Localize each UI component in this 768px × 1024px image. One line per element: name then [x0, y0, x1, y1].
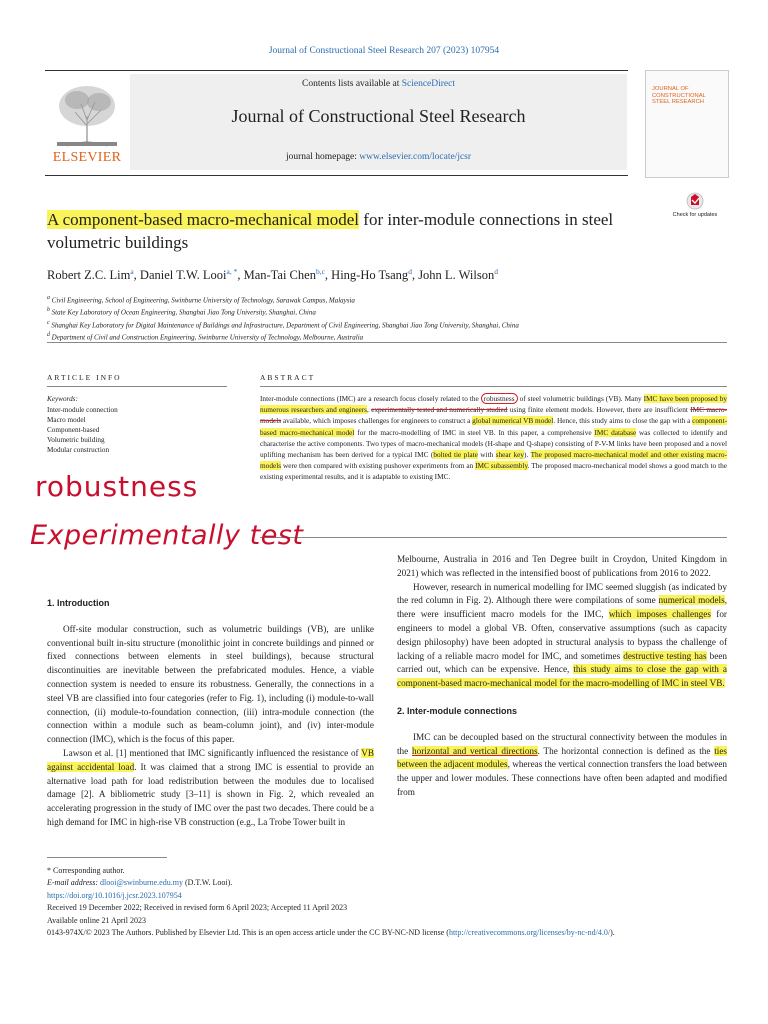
journal-homepage	[130, 152, 627, 162]
highlight: IMC database	[594, 427, 637, 437]
author-name[interactable]: Daniel T.W. Looi	[139, 268, 227, 283]
abstract-heading: ABSTRACT	[260, 373, 316, 382]
paragraph: IMC can be decoupled based on the structural connectivity between the modules in the horizontal and vertical directions. The horizontal connection is defined as the ties between the adjacent modules, whereas the vertical connection transfers the load between the upper and lower modules. These connections have often been adapted and modified from	[397, 731, 727, 797]
keyword: Macro model	[47, 416, 86, 424]
corresponding-author: * Corresponding author.	[47, 866, 125, 875]
handwritten-note: robustness	[35, 470, 199, 503]
check-updates-label[interactable]: Check for updates	[672, 212, 718, 218]
journal-title: Journal of Constructional Steel Research	[231, 106, 526, 126]
section-heading-inter-module: 2. Inter-module connections	[397, 705, 518, 716]
doi-link[interactable]: https://doi.org/10.1016/j.jcsr.2023.107954	[47, 890, 182, 900]
highlight: which imposes challenges	[608, 609, 711, 620]
annotation-circle: robustness	[481, 393, 518, 404]
homepage-prefix: journal homepage:	[285, 152, 360, 162]
affiliations	[47, 293, 727, 342]
paragraph: However, research in numerical modelling for IMC seemed sluggish (as indicated by the red column in Fig. 2). Although there were compilations of some numerical models, there were insufficient macro models for the IMC, which imposes challenges for engineers to model a global VB. Often, conservative assumptions (such as capacity design philosophy) have been adopted in structural analysis to bypass the challenge of lacking of a reliable macro model for IMC, and sometimes destructive testing has been carried out, which can be expensive. Hence, this study aims to close the gap with a component-based macro-mechanical model for the macro-modelling of IMC in steel VB.	[397, 581, 727, 689]
footnotes	[47, 865, 727, 939]
highlight: shear key	[495, 450, 525, 460]
highlight: destructive testing has	[623, 650, 707, 661]
keyword: Volumetric building	[47, 436, 105, 444]
author-name[interactable]: Robert Z.C. Lim	[47, 268, 131, 283]
article-info-heading: ARTICLE INFO	[47, 373, 122, 382]
section-heading-introduction: 1. Introduction	[47, 598, 110, 608]
keyword: Component-based	[47, 426, 100, 434]
divider	[260, 537, 727, 538]
affiliation: $^a$ Civil Engineering, School of Engineering, Swinburne University of Technology, Sarawak Campus, Malaysia	[47, 295, 355, 305]
article-title	[47, 208, 667, 254]
cover-title: JOURNAL OF CONSTRUCTIONAL STEEL RESEARCH	[652, 86, 706, 105]
license-link[interactable]: http://creativecommons.org/licenses/by-nc-nd/4.0/	[448, 928, 611, 938]
handwritten-note: Experimentally test	[30, 520, 304, 551]
highlight: horizontal and vertical directions	[412, 745, 538, 756]
right-column	[397, 553, 727, 800]
highlight: component-based macro-mechanical model	[260, 416, 727, 437]
keyword: Modular construction	[47, 446, 110, 454]
author-sup[interactable]: d	[408, 267, 412, 276]
author-list: Robert Z.C. Lim$^a$, Daniel T.W. Looi$^{a, *}$, Man-Tai Chen$^{b,c}$, Hing-Ho Tsang$^d$, John L. Wilson$^d$	[47, 267, 498, 283]
affiliation: $^d$ Department of Civil and Construction Engineering, Swinburne University of Technology, Melbourne, Australia	[47, 331, 364, 342]
highlight: numerical models	[658, 595, 725, 606]
annotation-strike: experimentally tested and numerically studied	[371, 405, 508, 415]
available-online: Available online 21 April 2023	[47, 915, 146, 925]
homepage-link[interactable]: www.elsevier.com/locate/jcsr	[359, 152, 472, 162]
author-name[interactable]: Hing-Ho Tsang	[331, 268, 409, 283]
divider	[47, 342, 727, 343]
keyword-list	[47, 405, 227, 455]
divider	[47, 386, 227, 387]
author-name[interactable]: John L. Wilson	[418, 268, 495, 283]
highlight: IMC have been proposed by numerous researchers and engineers	[260, 394, 727, 415]
author-sup[interactable]: a, *	[226, 267, 238, 276]
highlight: global numerical VB model	[472, 416, 554, 426]
paragraph: Off-site modular construction, such as volumetric buildings (VB), are unlike conventional built in-situ structure (monolithic joint in concrete buildings and pinned or fixed connections between elements in steel buildings), because structural discontinuities are inevitable between the prefabricated modules. Hence, a viable connection system is needed to ensure its robustness. Generally, the connections in a steel VB are classified into four categories (refer to Fig. 1), including (i) module-to-wall connection, (ii) module-to-foundation connection, (iii) intra-module connection (the connection within a module such as beam-column joint), and (iv) inter-module connection (IMC), which is the focus of this paper.	[47, 623, 374, 745]
journal-reference[interactable]: Journal of Constructional Steel Research 207 (2023) 107954	[268, 46, 500, 56]
highlight: The proposed macro-mechanical model and other existing macro-models	[260, 450, 728, 471]
contents-line	[130, 79, 627, 89]
title-highlighted: A component-based macro-mechanical model	[47, 210, 360, 229]
author-sup[interactable]: b,c	[315, 267, 325, 276]
highlight: ties between the adjacent modules	[397, 745, 727, 770]
highlight: bolted tie plate	[433, 450, 478, 460]
divider	[260, 386, 727, 387]
received-dates: Received 19 December 2022; Received in revised form 6 April 2023; Accepted 11 April 2023	[47, 903, 348, 913]
paragraph: Melbourne, Australia in 2016 and Ten Degree built in Croydon, United Kingdom in 2021) which was reflected in the intensified boost of publications from 2016 to 2022.	[397, 554, 727, 578]
keyword: Inter-module connection	[47, 406, 118, 414]
annotation-strike: IMC macro-models	[260, 405, 727, 426]
sciencedirect-link[interactable]: ScienceDirect	[401, 79, 455, 89]
footnote-divider	[47, 857, 167, 858]
author-name[interactable]: Man-Tai Chen	[243, 268, 316, 283]
title-rest: for inter-module connections in steel volumetric buildings	[47, 210, 614, 252]
affiliation: $^c$ Shanghai Key Laboratory for Digital Maintenance of Buildings and Infrastructure, Department of Civil Engineering, Shanghai Jiao Tong University, Shanghai, China	[47, 319, 519, 329]
highlight: VB against accidental load	[47, 747, 374, 772]
highlight: IMC subassembly	[475, 461, 528, 471]
highlight: this study aims to close the gap with a component-based macro-mechanical model for the macro-modelling of IMC in steel VB.	[397, 664, 727, 689]
abstract-text: Inter-module connections (IMC) are a research focus closely related to the robustness of steel volumetric buildings (VB). Many IMC have been proposed by numerous researchers and engineers, experimentally tested and numerically studied using finite element models. However, there are insufficient IMC macro-models available, which imposes challenges for engineers to construct a global numerical VB model. Hence, this study aims to close the gap with a component-based macro-mechanical model for the macro-modelling of IMC in steel VB. In this paper, a comprehensive IMC database was collected to identify and characterise the active components. Two types of macro-mechanical models (H-shape and Q-shape) consisting of P-V-M links have been proposed and a novel uplifting mechanism has been derived for a typical IMC (bolted tie plate with shear key). The proposed macro-mechanical model and other existing macro-models were then compared with existing pushover experiments from an IMC subassembly. The proposed macro-mechanical model shows a good match to the existing experimental results, and it is adaptable to existing IMC.	[260, 394, 728, 482]
check-for-updates-icon[interactable]	[678, 192, 712, 230]
email-link[interactable]: dlooi@swinburne.edu.my	[100, 878, 183, 888]
license-line: 0143-974X/© 2023 The Authors. Published by Elsevier Ltd. This is an open access article under the CC BY-NC-ND license (http://creativecommons.org/licenses/by-nc-nd/4.0/).	[47, 928, 615, 938]
paragraph: Lawson et al. [1] mentioned that IMC significantly influenced the resistance of VB against accidental load. It was claimed that a strong IMC is essential to provide an alternative load path for load redistribution between the modules due to localised damage [2]. A bibliometric study [3–11] is shown in Fig. 2, which revealed an accelerating progression in the study of IMC over the past two decades. There could be a high demand for IMC in high-rise VB construction (e.g., La Trobe Tower built in	[47, 747, 375, 827]
contents-prefix: Contents lists available at	[301, 79, 402, 89]
left-column	[47, 597, 374, 830]
keywords-label: Keywords:	[47, 395, 78, 403]
affiliation: $^b$ State Key Laboratory of Ocean Engineering, Shanghai Jiao Tong University, Shanghai, China	[47, 307, 316, 317]
email-line: E-mail address: dlooi@swinburne.edu.my (D.T.W. Looi).	[47, 878, 233, 888]
publisher-name: ELSEVIER	[52, 150, 122, 165]
author-sup[interactable]: a	[130, 267, 134, 276]
author-sup[interactable]: d	[494, 267, 498, 276]
